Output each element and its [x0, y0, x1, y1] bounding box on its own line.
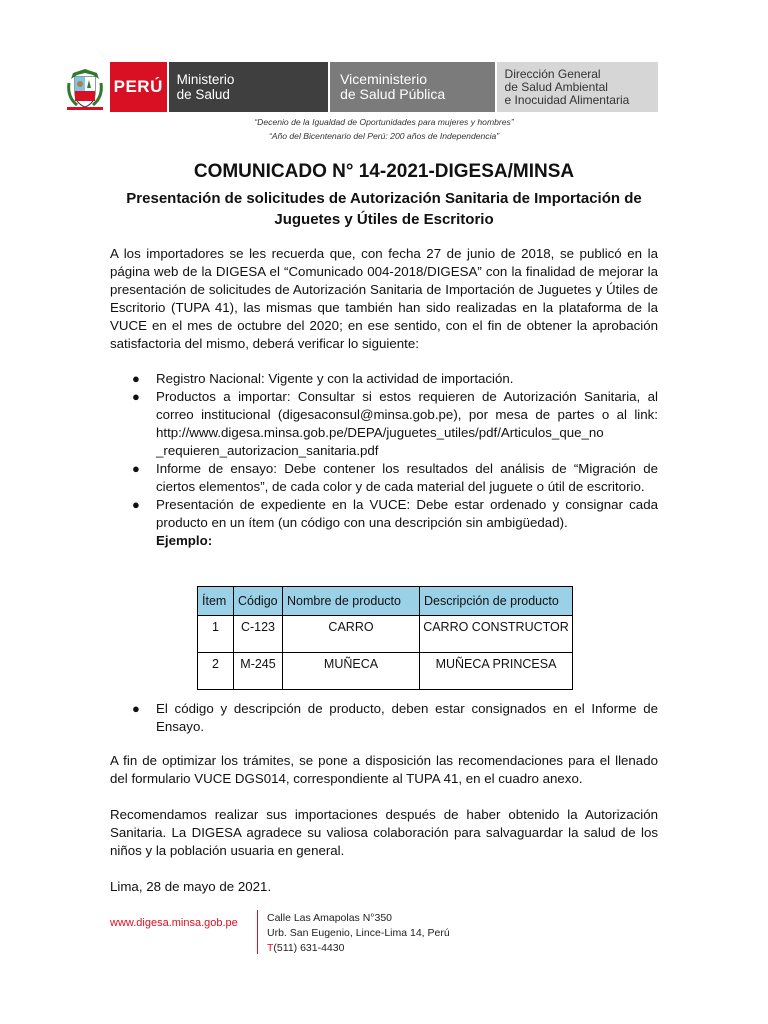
example-table — [197, 586, 573, 690]
list-item: ● Informe de ensayo: Debe contener los resultados del análisis de “Migración de ciertos elementos”, de cada color y de cada material del juguete o útil de escritorio. — [132, 461, 658, 494]
ministerio-logo: Ministerio de Salud — [169, 62, 328, 112]
table-header: Nombre de producto — [283, 587, 420, 616]
intro-paragraph: A los importadores se les recuerda que, con fecha 27 de junio de 2018, se publicó en la página web de la DIGESA el “Comunicado 004-2018/DIGESA” con la finalidad de mejorar la presentación de solicitudes de Autorización Sanitaria de Importación de Juguetes y Útiles de Escritorio (TUPA 41), las mismas que también han sido realizadas en la plataforma de la VUCE en el mes de octubre del 2020; en ese sentido, con el fin de obtener la aprobación satisfactoria del mismo, deberá verificar lo siguiente: — [110, 246, 658, 351]
viceministerio-logo: Viceministerio de Salud Pública — [330, 62, 494, 112]
table-header: Código — [234, 587, 283, 616]
footer-divider — [257, 910, 258, 954]
table-header: Ítem — [198, 587, 234, 616]
decenio-line-1: “Decenio de la Igualdad de Oportunidades para mujeres y hombres” — [254, 117, 514, 127]
header-logo-bar — [60, 62, 658, 112]
paragraph-recomendaciones: A fin de optimizar los trámites, se pone a disposición las recomendaciones para el llenado del formulario VUCE DGS014, correspondiente al TUPA 41, en el cuadro anexo. — [110, 753, 658, 786]
table-row: 1 C-123 CARRO CARRO CONSTRUCTOR — [198, 616, 573, 653]
list-item: ● Presentación de expediente en la VUCE: Debe estar ordenado y consignar cada producto en un ítem (un código con una descripción sin ambigüedad). — [132, 497, 658, 530]
requirements-list-2 — [110, 700, 658, 736]
page-subtitle: Presentación de solicitudes de Autorización Sanitaria de Importación de Juguetes y Útiles de Escritorio — [126, 190, 642, 228]
table-row: 2 M-245 MUÑECA MUÑECA PRINCESA — [198, 653, 573, 690]
table-header: Descripción de producto — [420, 587, 573, 616]
peru-coat-of-arms-icon — [60, 62, 110, 112]
date-line: Lima, 28 de mayo de 2021. — [110, 879, 272, 894]
footer-address: Calle Las Amapolas N°350 Urb. San Eugenio, Lince-Lima 14, Perú T(511) 631-4430 — [267, 912, 450, 954]
decenio-line-2: “Año del Bicentenario del Perú: 200 años de Independencia” — [268, 131, 500, 141]
list-item: ● El código y descripción de producto, deben estar consignados en el Informe de Ensayo. — [132, 701, 658, 734]
list-item: ● Registro Nacional: Vigente y con la actividad de importación. — [132, 371, 514, 386]
page-title: COMUNICADO N° 14-2021-DIGESA/MINSA — [193, 161, 575, 182]
digesa-website-link[interactable]: www.digesa.minsa.gob.pe — [110, 917, 238, 929]
peru-logo: PERÚ — [110, 62, 167, 112]
direccion-general-logo: Dirección General de Salud Ambiental e Inocuidad Alimentaria — [497, 62, 658, 112]
requirements-list — [110, 370, 658, 550]
paragraph-agradecimiento: Recomendamos realizar sus importaciones después de haber obtenido la Autorización Sanitaria. La DIGESA agradece su valiosa colaboración para salvaguardar la salud de los niños y la población usuaria en general. — [110, 807, 658, 858]
ejemplo-label: Ejemplo: — [156, 533, 213, 548]
list-item: ● Productos a importar: Consultar si estos requieren de Autorización Sanitaria, al correo institucional (digesaconsul@minsa.gob.pe), por mesa de partes o al link: http://www.digesa.minsa.gob.pe/DEPA/juguetes_utiles/pdf/Articulos_que_no _requieren_autorizacion_sanitaria.pdf — [132, 389, 658, 458]
